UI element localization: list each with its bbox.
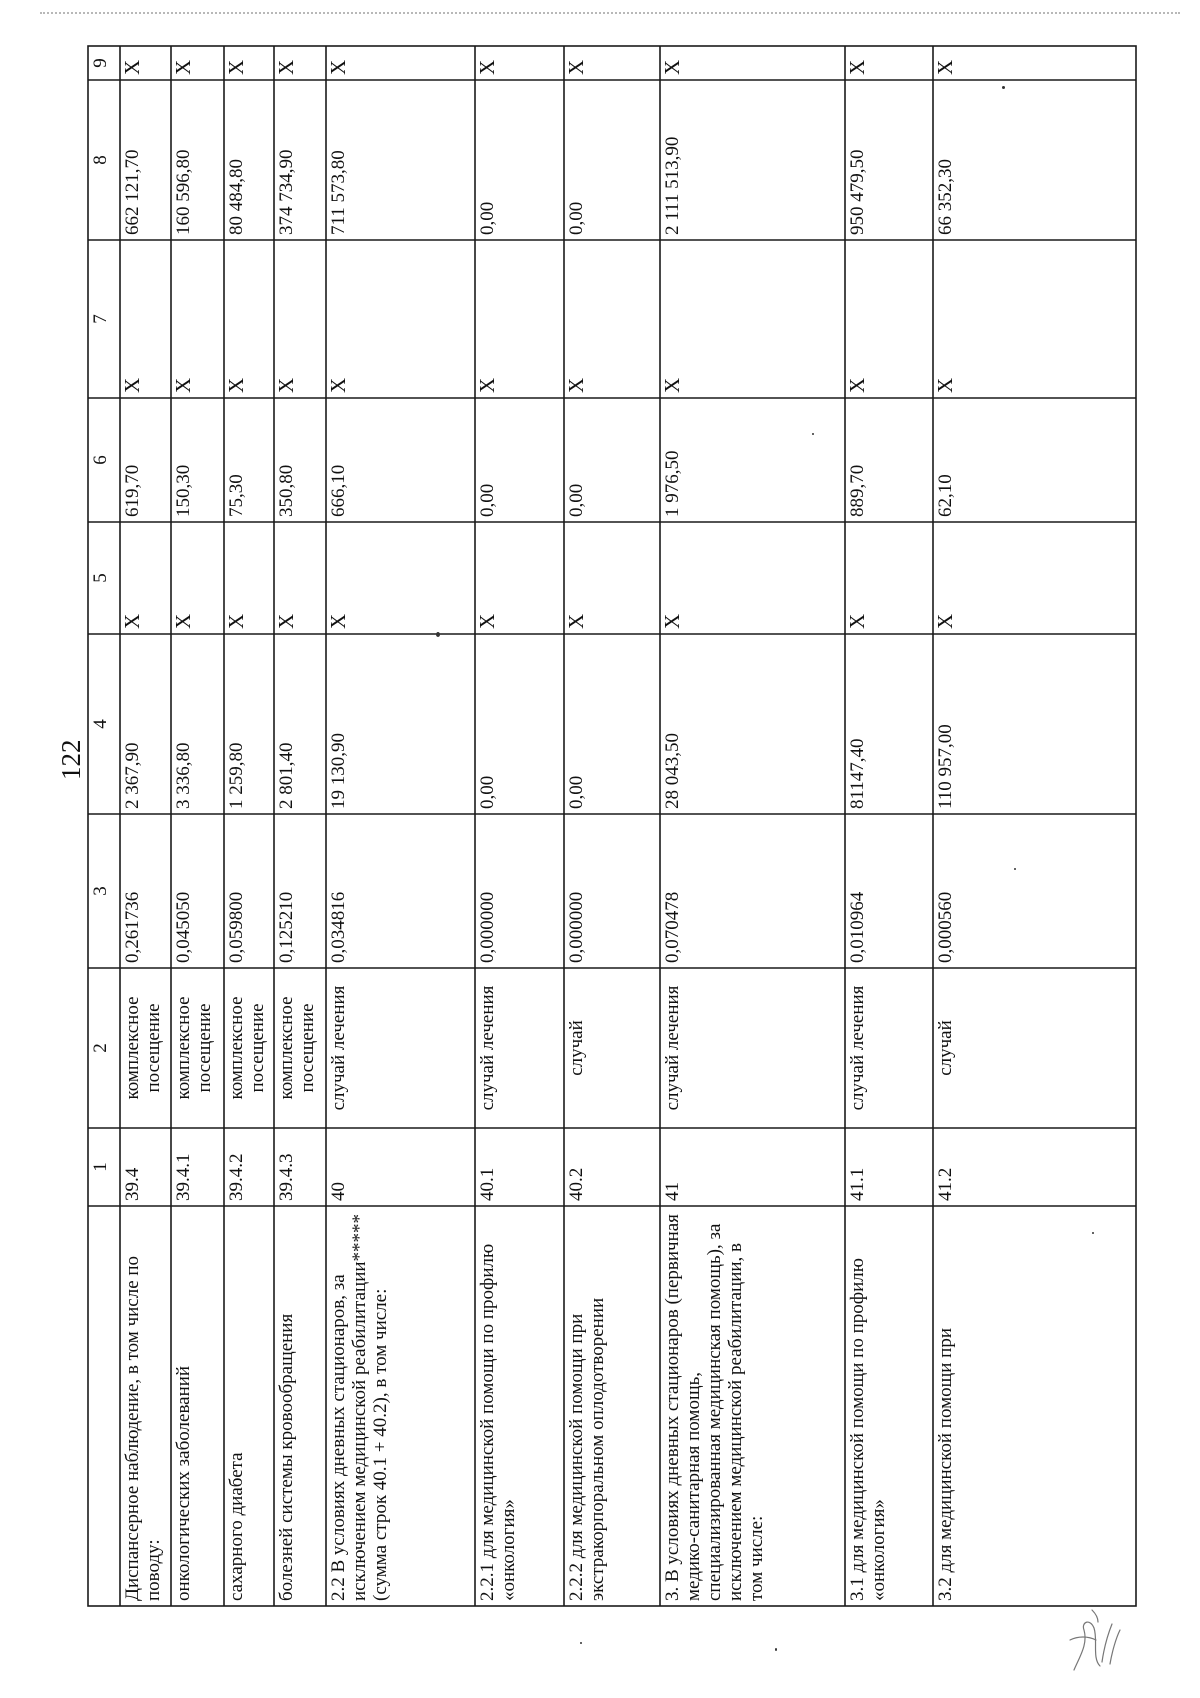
row-value-9: Х (274, 59, 298, 75)
scan-speck (775, 1648, 777, 1651)
row-value-7: Х (933, 377, 957, 393)
row-name: 3.1 для медицинской помощи по профилю «онкология» (847, 1258, 889, 1601)
row-value-7: Х (171, 377, 195, 393)
row-unit: случай (566, 1020, 587, 1076)
row-number: 41.1 (847, 1167, 868, 1201)
row-value-3: 0,059800 (226, 891, 247, 963)
row-number: 40 (328, 1182, 349, 1201)
row-value-4: 1 259,80 (226, 742, 247, 809)
row-value-5: Х (845, 613, 869, 629)
scan-speck (1002, 86, 1005, 89)
header-col-5: 5 (90, 573, 111, 583)
row-unit: комплексное посещение (226, 996, 268, 1100)
row-unit: случай лечения (847, 985, 868, 1111)
row-value-5: Х (475, 613, 499, 629)
row-value-6: 0,00 (566, 483, 587, 517)
row-value-8: 711 573,80 (328, 150, 349, 235)
row-value-4: 81147,40 (847, 738, 868, 809)
row-value-3: 0,045050 (173, 891, 194, 963)
scan-speck (1014, 868, 1016, 870)
scan-speck (1092, 1232, 1094, 1234)
header-col-9: 9 (90, 58, 111, 68)
row-value-7: Х (845, 377, 869, 393)
row-value-3: 0,000000 (566, 891, 587, 963)
row-value-4: 3 336,80 (173, 742, 194, 809)
scan-speck (436, 632, 440, 637)
row-value-5: Х (660, 613, 684, 629)
row-value-4: 2 367,90 (122, 742, 143, 809)
row-unit: случай (935, 1020, 956, 1076)
row-name: Диспансерное наблюдение, в том числе по поводу: (122, 1255, 164, 1601)
row-value-6: 350,80 (276, 464, 297, 517)
row-value-8: 2 111 513,90 (662, 136, 683, 235)
row-value-9: Х (171, 59, 195, 75)
row-value-6: 889,70 (847, 464, 868, 517)
row-name: онкологических заболеваний (173, 1365, 194, 1601)
row-value-9: Х (120, 59, 144, 75)
row-value-6: 666,10 (328, 464, 349, 517)
row-value-7: Х (224, 377, 248, 393)
row-value-6: 0,00 (477, 483, 498, 517)
row-value-9: Х (564, 59, 588, 75)
row-value-9: Х (224, 59, 248, 75)
row-value-9: Х (933, 59, 957, 75)
row-value-7: Х (475, 377, 499, 393)
row-value-7: Х (120, 377, 144, 393)
row-number: 41.2 (935, 1167, 956, 1201)
row-number: 39.4.3 (276, 1153, 297, 1201)
handwritten-signature (1062, 1600, 1132, 1680)
row-number: 41 (662, 1182, 683, 1201)
row-value-6: 62,10 (935, 474, 956, 517)
row-number: 39.4 (122, 1167, 143, 1201)
row-unit: случай лечения (328, 985, 349, 1111)
row-value-4: 19 130,90 (328, 733, 349, 809)
row-value-9: Х (660, 59, 684, 75)
row-value-3: 0,010964 (847, 891, 868, 963)
row-value-8: 80 484,80 (226, 159, 247, 235)
header-col-2: 2 (90, 1043, 111, 1053)
row-value-5: Х (326, 613, 350, 629)
header-col-6: 6 (90, 455, 111, 465)
row-number: 40.2 (566, 1167, 587, 1201)
row-number: 40.1 (477, 1167, 498, 1201)
header-col-4: 4 (90, 719, 111, 729)
row-value-7: Х (274, 377, 298, 393)
row-unit: комплексное посещение (276, 996, 318, 1100)
row-value-9: Х (475, 59, 499, 75)
row-value-8: 374 734,90 (276, 149, 297, 235)
row-value-5: Х (274, 613, 298, 629)
scan-speck (580, 1642, 582, 1644)
row-name: сахарного диабета (226, 1452, 247, 1601)
row-value-6: 150,30 (173, 464, 194, 517)
row-value-4: 0,00 (566, 775, 587, 809)
row-value-3: 0,261736 (122, 891, 143, 963)
row-value-8: 160 596,80 (173, 149, 194, 235)
page-number: 122 (56, 739, 86, 780)
row-unit: случай лечения (477, 985, 498, 1111)
header-col-3: 3 (90, 886, 111, 896)
row-value-8: 0,00 (566, 201, 587, 235)
row-value-3: 0,125210 (276, 891, 297, 963)
header-col-7: 7 (90, 314, 111, 324)
row-value-6: 75,30 (226, 474, 247, 517)
row-number: 39.4.2 (226, 1153, 247, 1201)
row-name: болезней системы кровообращения (276, 1313, 297, 1601)
row-value-6: 1 976,50 (662, 450, 683, 517)
row-value-7: Х (564, 377, 588, 393)
row-value-7: Х (326, 377, 350, 393)
row-value-8: 66 352,30 (935, 159, 956, 235)
header-col-1: 1 (90, 1162, 111, 1172)
header-col-8: 8 (90, 155, 111, 165)
row-value-5: Х (171, 613, 195, 629)
row-value-3: 0,000000 (477, 891, 498, 963)
row-name: 3.2 для медицинской помощи при (935, 1327, 956, 1601)
row-name: 2.2 В условиях дневных стационаров, за исключением медицинской реабилитации***** (сумма строк 40.1 + 40.2), в том числе: (328, 1213, 391, 1601)
row-value-6: 619,70 (122, 464, 143, 517)
row-number: 39.4.1 (173, 1153, 194, 1201)
row-value-8: 950 479,50 (847, 149, 868, 235)
row-value-8: 662 121,70 (122, 149, 143, 235)
row-value-5: Х (933, 613, 957, 629)
row-value-4: 110 957,00 (935, 724, 956, 809)
row-unit: комплексное посещение (173, 996, 215, 1100)
row-unit: случай лечения (662, 985, 683, 1111)
row-value-9: Х (326, 59, 350, 75)
row-value-3: 0,034816 (328, 891, 349, 963)
row-value-8: 0,00 (477, 201, 498, 235)
row-value-4: 28 043,50 (662, 733, 683, 809)
row-value-5: Х (224, 613, 248, 629)
row-name: 2.2.2 для медицинской помощи при экстракорпоральном оплодотворении (566, 1297, 608, 1601)
row-value-5: Х (564, 613, 588, 629)
row-value-5: Х (120, 613, 144, 629)
row-unit: комплексное посещение (122, 996, 164, 1100)
row-name: 3. В условиях дневных стационаров (первичная медико-санитарная помощь, специализированная медицинская помощь), за исключением медицинской реабилитации, в том числе: (662, 1214, 767, 1601)
row-value-9: Х (845, 59, 869, 75)
row-value-3: 0,000560 (935, 891, 956, 963)
scan-speck (812, 433, 814, 435)
row-value-7: Х (660, 377, 684, 393)
row-value-4: 0,00 (477, 775, 498, 809)
row-name: 2.2.1 для медицинской помощи по профилю «онкология» (477, 1243, 519, 1601)
row-value-3: 0,070478 (662, 891, 683, 963)
row-value-4: 2 801,40 (276, 742, 297, 809)
